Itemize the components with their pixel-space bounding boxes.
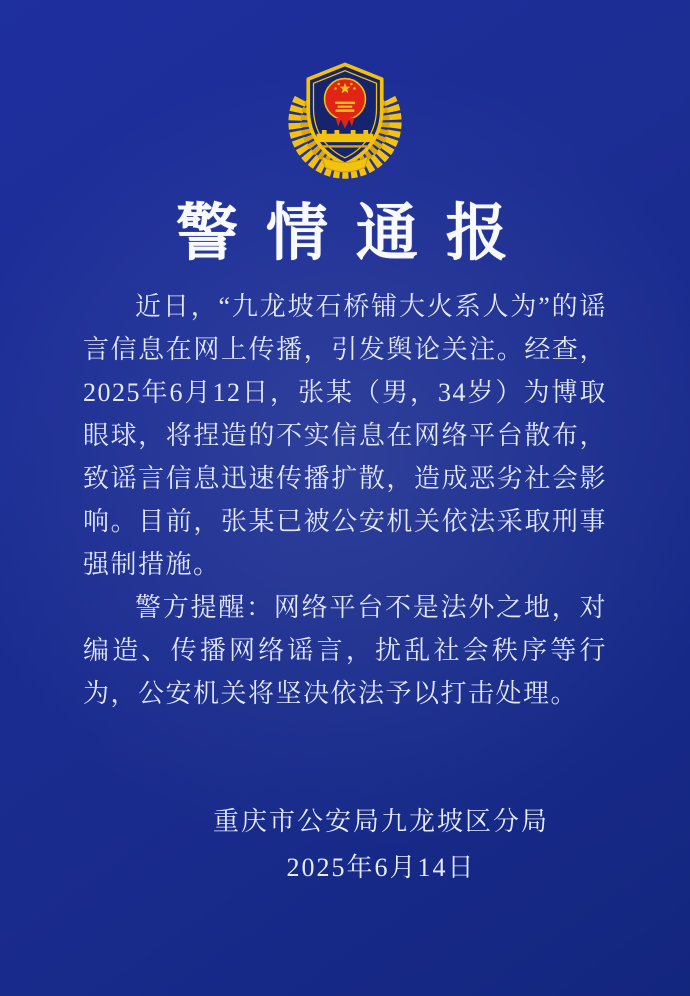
- notice-body: [0, 285, 690, 715]
- police-badge-icon: [282, 57, 408, 181]
- notice-paragraph-1: 近日，“九龙坡石桥铺大火系人为”的谣言信息在网上传播，引发舆论关注。经查，2025年6月12日，张某（男，34岁）为博取眼球，将捏造的不实信息在网络平台散布，致谣言信息迅速传播扩散，造成恶劣社会影响。目前，张某已被公安机关依法采取刑事强制措施。: [83, 292, 607, 579]
- issue-date: 2025年6月14日: [286, 853, 476, 882]
- issuing-authority: 重庆市公安局九龙坡区分局: [212, 807, 549, 836]
- notice-title: 警 情 通 报: [176, 200, 514, 268]
- notice-paragraph-2: 警方提醒：网络平台不是法外之地，对编造、传播网络谣言，扰乱社会秩序等行为，公安机关将坚决依法予以打击处理。: [83, 593, 607, 708]
- signature-block: [213, 799, 549, 891]
